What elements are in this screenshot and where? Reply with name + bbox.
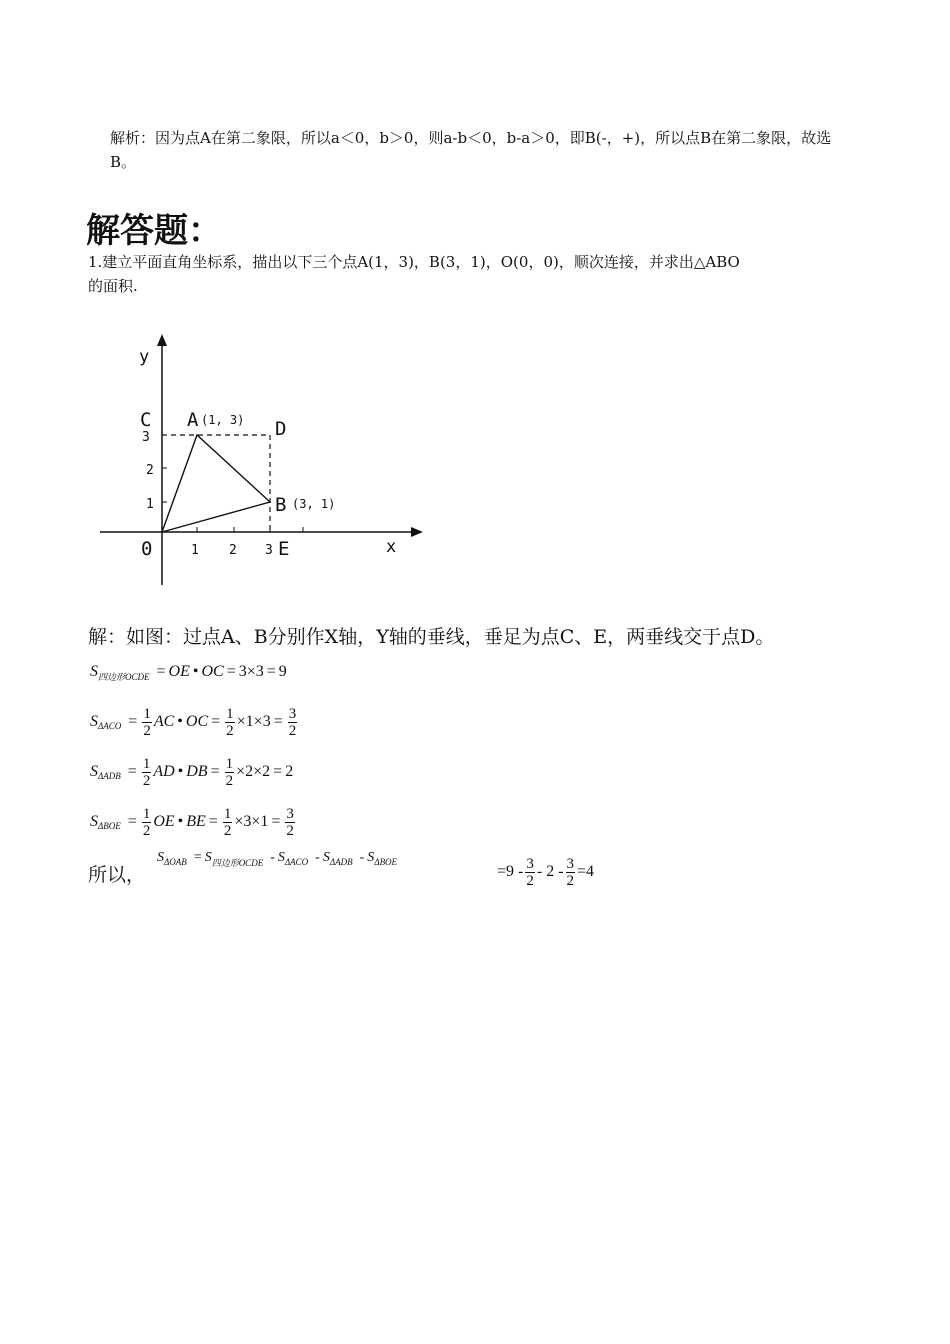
question-line-2: 的面积. (88, 277, 138, 295)
triangle-ABO (162, 435, 270, 532)
analysis-line-2: B。 (110, 153, 137, 171)
x-axis-label: x (386, 537, 397, 557)
equation-triangle-ACO: S ΔACO = $\frac{1}{2}$ AC • OC = $\frac{1}{2}$ ×1×3 = $\frac{3}{2}$ (90, 705, 297, 739)
point-B-label: B (275, 494, 287, 516)
fraction: $\frac{1}{2}$ (223, 805, 232, 839)
fraction: $\frac{1}{2}$ (143, 705, 151, 739)
question-text (88, 250, 868, 298)
final-equation-top: S ΔOAB = S 四边形OCDE - S ΔACO - S ΔADB - S ΔBOE (157, 850, 398, 868)
y-tick-label-2: 2 (146, 463, 154, 478)
fraction: $\frac{1}{2}$ (226, 705, 234, 739)
fraction: $\frac{3}{2}$ (566, 855, 575, 889)
point-A-label: A (187, 409, 199, 431)
x-axis-arrow (411, 527, 423, 537)
question-line-1: 1.建立平面直角坐标系，描出以下三个点A(1，3)，B(3，1)，O(0，0)，顺次连接，并求出△ABO (88, 253, 740, 271)
equation-triangle-BOE: S ΔBOE = $\frac{1}{2}$ OE • BE = $\frac{1}{2}$ ×3×1 = $\frac{3}{2}$ (90, 805, 294, 839)
point-D-label: D (275, 418, 287, 440)
solution-intro: 解：如图：过点A、B分别作X轴，Y轴的垂线，垂足为点C、E，两垂线交于点D。 (88, 626, 775, 648)
y-axis-label: y (139, 347, 150, 367)
fraction: $\frac{1}{2}$ (225, 755, 234, 789)
x-tick-label-2: 2 (229, 543, 237, 558)
y-axis-arrow (157, 334, 167, 346)
fraction: $\frac{1}{2}$ (142, 805, 151, 839)
point-B-coord: (3, 1) (292, 497, 336, 511)
y-tick-label-1: 1 (146, 497, 154, 512)
fraction: $\frac{3}{2}$ (288, 705, 297, 739)
fraction: $\frac{3}{2}$ (526, 855, 534, 889)
equation-triangle-ADB: S ΔADB = $\frac{1}{2}$ AD • DB = $\frac{1}{2}$ ×2×2 = 2 (90, 755, 294, 789)
x-tick-label-1: 1 (191, 543, 199, 558)
fraction: $\frac{1}{2}$ (142, 755, 151, 789)
section-heading: 解答题： (86, 211, 222, 251)
analysis-text (110, 126, 870, 174)
point-E-label: E (278, 538, 290, 560)
analysis-line-1: 解析：因为点A在第二象限，所以a＜0，b＞0，则a-b＜0，b-a＞0，即B(-，+)，所以点B在第二象限，故选 (110, 129, 832, 147)
point-C-label: C (140, 409, 152, 431)
origin-label: 0 (141, 538, 153, 560)
point-A-coord: (1, 3) (201, 413, 245, 427)
x-tick-label-3: 3 (265, 543, 273, 558)
conclusion-label: 所以， (88, 864, 146, 886)
y-tick-label-3: 3 (142, 430, 150, 445)
coordinate-figure (95, 330, 435, 590)
equation-rectangle-area: S 四边形OCDE = OE • OC = 3×3 = 9 (90, 663, 287, 682)
final-equation-result: =9 - $\frac{3}{2}$ - 2 - $\frac{3}{2}$ =4 (497, 855, 595, 889)
fraction: $\frac{3}{2}$ (286, 805, 294, 839)
